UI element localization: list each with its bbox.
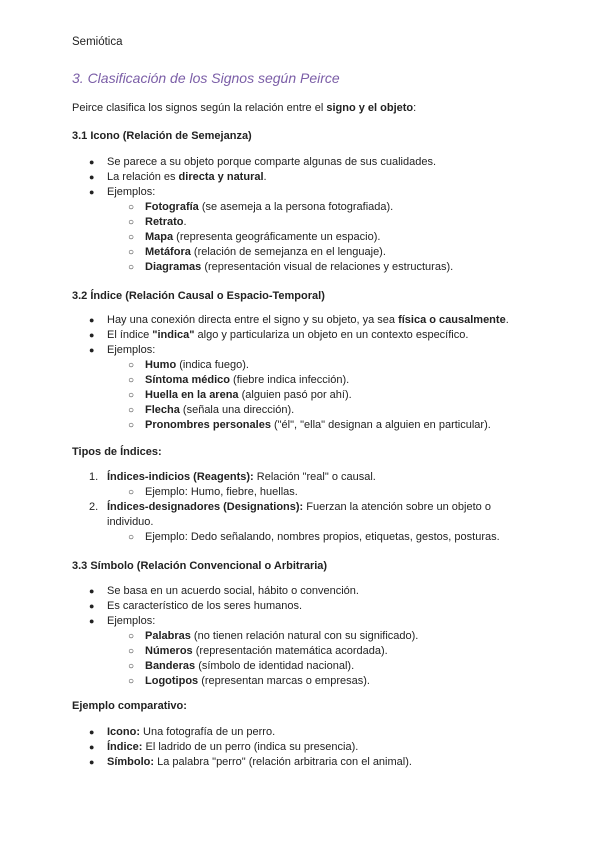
item-bold: Índice: (107, 741, 143, 753)
bullet-icon: ● (89, 616, 95, 626)
item-text: Ejemplo: Dedo señalando, nombres propios, etiquetas, gestos, posturas. (145, 531, 500, 543)
item-text: (señala una dirección). (179, 404, 295, 416)
circle-bullet-icon: ○ (128, 232, 135, 243)
simbolo-heading: 3.3 Símbolo (Relación Convencional o Arbitraria) (72, 560, 328, 572)
item-text: (representa geográficamente un espacio). (173, 231, 381, 243)
intro-paragraph (72, 101, 416, 115)
sub-list-item (72, 200, 532, 215)
list-item (72, 740, 532, 755)
sub-list-item (72, 674, 532, 689)
item-text: (representación visual de relaciones y estructuras). (201, 261, 454, 273)
list-item (72, 500, 532, 530)
circle-bullet-icon: ○ (128, 646, 135, 657)
circle-bullet-icon: ○ (128, 202, 135, 213)
simbolo-list (72, 584, 532, 689)
item-bold: Banderas (145, 660, 196, 672)
comparativo-list (72, 725, 532, 770)
icono-heading: 3.1 Icono (Relación de Semejanza) (72, 130, 252, 142)
list-item (72, 343, 532, 358)
item-bold: Pronombres personales (145, 419, 271, 431)
item-bold: física o causalmente (398, 314, 506, 326)
item-text: (relación de semejanza en el lenguaje). (190, 246, 386, 258)
circle-bullet-icon: ○ (128, 247, 135, 258)
item-bold: Humo (145, 359, 177, 371)
list-item (72, 155, 532, 170)
item-bold: directa y natural (178, 171, 264, 183)
page-header: Semiótica (72, 36, 123, 48)
item-text: Se parece a su objeto porque comparte algunas de sus cualidades. (107, 156, 436, 168)
indice-heading: 3.2 Índice (Relación Causal o Espacio-Temporal) (72, 290, 325, 302)
item-bold: Índices-indicios (Reagents): (107, 471, 254, 483)
list-item (72, 470, 532, 485)
list-item (72, 599, 532, 614)
item-text: ("él", "ella" designan a alguien en particular). (270, 419, 491, 431)
sub-list-item (72, 403, 532, 418)
item-text: (no tienen relación natural con su significado). (190, 630, 419, 642)
comparativo-heading: Ejemplo comparativo: (72, 700, 187, 712)
item-number: 1. (89, 471, 99, 483)
bullet-icon: ● (89, 345, 95, 355)
item-bold: "indica" (152, 329, 195, 341)
list-item (72, 614, 532, 629)
item-bold: Icono: (107, 726, 140, 738)
section-title: 3. Clasificación de los Signos según Peirce (72, 70, 340, 86)
circle-bullet-icon: ○ (128, 390, 135, 401)
item-text: . (263, 171, 267, 183)
item-text: . (505, 314, 509, 326)
list-item (72, 185, 532, 200)
item-text: Es característico de los seres humanos. (107, 600, 303, 612)
item-text: (fiebre indica infección). (229, 374, 350, 386)
item-bold: Símbolo: (107, 756, 155, 768)
item-text: Relación "real" o causal. (253, 471, 376, 483)
sub-list-item (72, 659, 532, 674)
bullet-icon: ● (89, 586, 95, 596)
circle-bullet-icon: ○ (128, 217, 135, 228)
bullet-icon: ● (89, 157, 95, 167)
item-text: Fuerzan la atención sobre un objeto o (303, 501, 491, 513)
item-text: Se basa en un acuerdo social, hábito o convención. (107, 585, 359, 597)
item-text: (se asemeja a la persona fotografiada). (198, 201, 394, 213)
sub-list-item (72, 373, 532, 388)
circle-bullet-icon: ○ (128, 405, 135, 416)
item-text: Hay una conexión directa entre el signo y su objeto, ya sea (107, 314, 399, 326)
item-text: Ejemplos: (107, 344, 156, 356)
bullet-icon: ● (89, 315, 95, 325)
item-text: algo y particulariza un objeto en un contexto específico. (194, 329, 469, 341)
intro-bold: signo y el objeto (326, 102, 414, 114)
sub-list-item (72, 358, 532, 373)
bullet-icon: ● (89, 727, 95, 737)
indice-list (72, 313, 532, 433)
sub-list-item (72, 629, 532, 644)
item-text: El índice (107, 329, 153, 341)
intro-text: Peirce clasifica los signos según la relación entre el (72, 102, 327, 114)
item-text: El ladrido de un perro (indica su presencia). (142, 741, 359, 753)
circle-bullet-icon: ○ (128, 532, 135, 543)
bullet-icon: ● (89, 172, 95, 182)
item-text: (representación matemática acordada). (192, 645, 388, 657)
item-bold: Flecha (145, 404, 180, 416)
sub-list-item (72, 388, 532, 403)
list-item (72, 755, 532, 770)
circle-bullet-icon: ○ (128, 262, 135, 273)
sub-list-item (72, 418, 532, 433)
item-bold: Logotipos (145, 675, 199, 687)
circle-bullet-icon: ○ (128, 661, 135, 672)
item-text: Ejemplo: Humo, fiebre, huellas. (145, 486, 298, 498)
circle-bullet-icon: ○ (128, 420, 135, 431)
intro-end: : (413, 102, 417, 114)
sub-list-item (72, 215, 532, 230)
tipos-list (72, 470, 532, 545)
item-number: 2. (89, 501, 99, 513)
item-bold: Mapa (145, 231, 174, 243)
list-item (72, 313, 532, 328)
item-bold: Fotografía (145, 201, 199, 213)
item-bold: Metáfora (145, 246, 191, 258)
bullet-icon: ● (89, 330, 95, 340)
bullet-icon: ● (89, 601, 95, 611)
item-bold: Diagramas (145, 261, 202, 273)
circle-bullet-icon: ○ (128, 676, 135, 687)
item-text: Una fotografía de un perro. (140, 726, 276, 738)
list-item (72, 725, 532, 740)
bullet-icon: ● (89, 742, 95, 752)
item-bold: Índices-designadores (Designations): (107, 501, 304, 513)
circle-bullet-icon: ○ (128, 487, 135, 498)
circle-bullet-icon: ○ (128, 375, 135, 386)
sub-list-item (72, 530, 532, 545)
item-text: (indica fuego). (176, 359, 249, 371)
item-text: La palabra "perro" (relación arbitraria con el animal). (154, 756, 412, 768)
list-item (72, 328, 532, 343)
bullet-icon: ● (89, 757, 95, 767)
sub-list-item (72, 245, 532, 260)
item-bold: Palabras (145, 630, 191, 642)
sub-list-item (72, 260, 532, 275)
item-bold: Síntoma médico (145, 374, 230, 386)
item-bold: Retrato (145, 216, 184, 228)
list-item (72, 170, 532, 185)
sub-list-item (72, 644, 532, 659)
circle-bullet-icon: ○ (128, 631, 135, 642)
icono-list (72, 155, 532, 275)
item-text: . (183, 216, 187, 228)
tipos-heading: Tipos de Índices: (72, 446, 162, 458)
item-text: La relación es (107, 171, 179, 183)
sub-list-item (72, 230, 532, 245)
item-text: individuo. (107, 516, 154, 528)
item-text: (representan marcas o empresas). (198, 675, 370, 687)
item-text: Ejemplos: (107, 615, 156, 627)
bullet-icon: ● (89, 187, 95, 197)
item-text: (símbolo de identidad nacional). (195, 660, 355, 672)
item-bold: Números (145, 645, 193, 657)
circle-bullet-icon: ○ (128, 360, 135, 371)
sub-list-item (72, 485, 532, 500)
list-item (72, 584, 532, 599)
item-text: (alguien pasó por ahí). (238, 389, 352, 401)
item-bold: Huella en la arena (145, 389, 239, 401)
item-text: Ejemplos: (107, 186, 156, 198)
